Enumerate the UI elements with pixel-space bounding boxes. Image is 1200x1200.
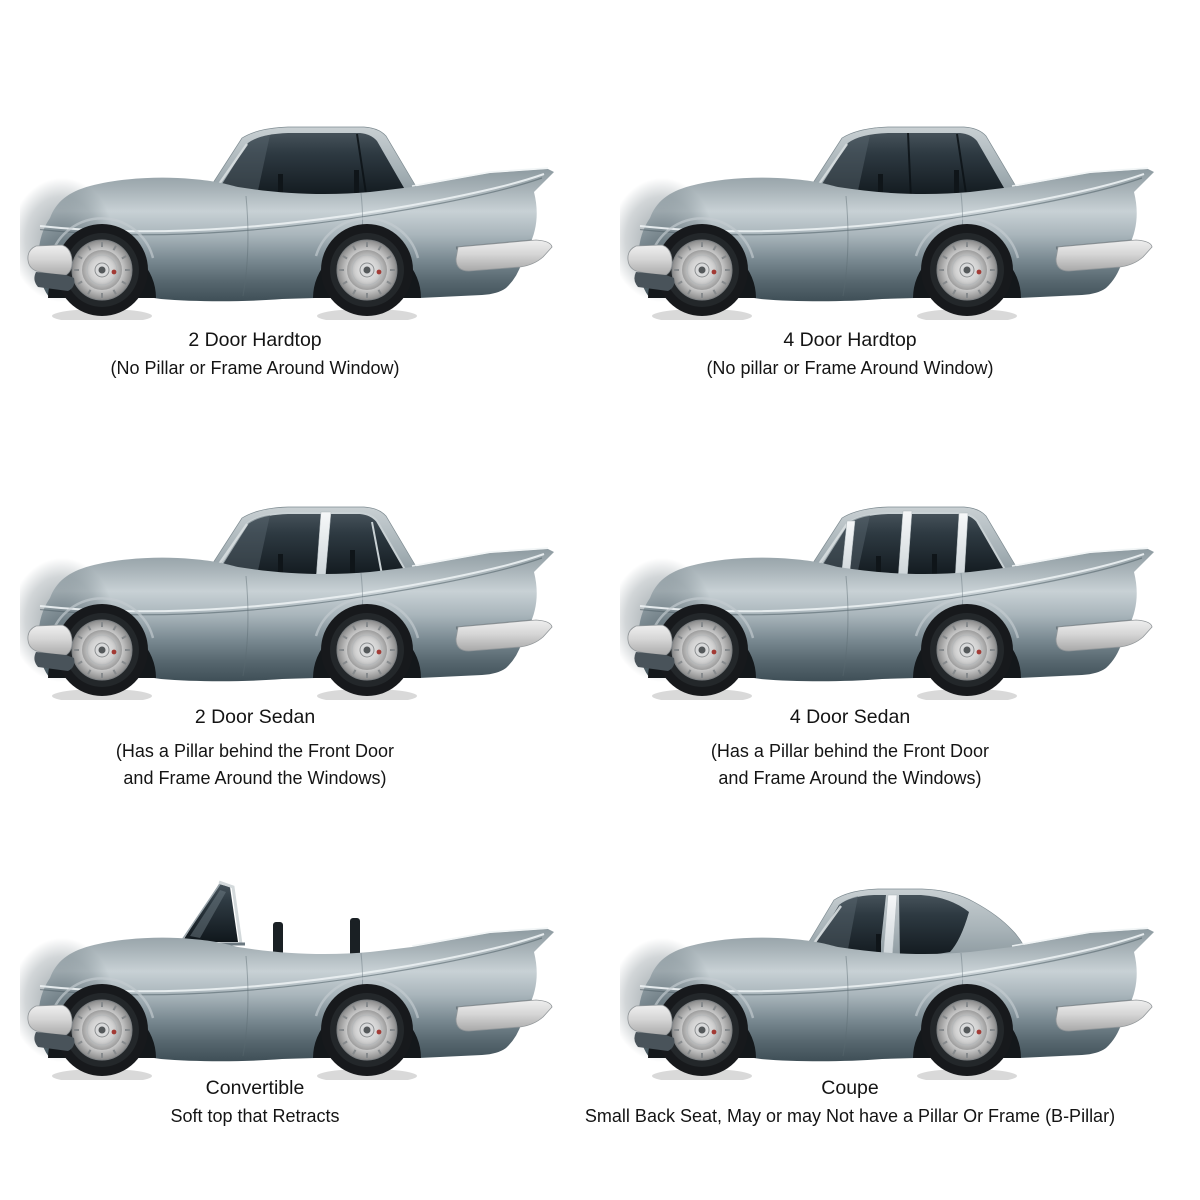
car-title: 4 Door Sedan <box>789 706 911 728</box>
car-title: 2 Door Sedan <box>194 706 316 728</box>
car-caption <box>570 705 1130 792</box>
car-body-art <box>20 928 554 1080</box>
car-title: Convertible <box>205 1077 305 1099</box>
car-description-line: (No Pillar or Frame Around Window) <box>110 358 400 378</box>
car-description-line: and Frame Around the Windows) <box>123 768 387 788</box>
car-caption <box>570 328 1130 382</box>
car-description-line: Small Back Seat, May or may Not have a Pillar Or Frame (B-Pillar) <box>584 1106 1116 1126</box>
car-illustration-2-door-sedan <box>20 480 580 700</box>
car-description-line: (Has a Pillar behind the Front Door <box>115 741 395 761</box>
car-description-line: and Frame Around the Windows) <box>718 768 982 788</box>
car-description-line: Soft top that Retracts <box>170 1106 340 1126</box>
car-card-convertible <box>20 860 580 1200</box>
car-illustration-coupe <box>620 860 1180 1080</box>
car-description-line: (No pillar or Frame Around Window) <box>706 358 994 378</box>
car-title: 2 Door Hardtop <box>188 329 322 351</box>
car-illustration-2-door-hardtop <box>20 100 580 320</box>
car-title: 4 Door Hardtop <box>783 329 917 351</box>
car-caption <box>0 328 535 382</box>
car-description-line: (Has a Pillar behind the Front Door <box>710 741 990 761</box>
car-caption <box>570 1076 1130 1130</box>
car-illustration-4-door-sedan <box>620 480 1180 700</box>
car-title: Coupe <box>821 1077 879 1099</box>
car-illustration-4-door-hardtop <box>620 100 1180 320</box>
car-caption <box>0 705 535 792</box>
car-illustration-convertible <box>20 860 580 1080</box>
car-caption <box>0 1076 535 1130</box>
car-card-coupe <box>584 860 1180 1200</box>
